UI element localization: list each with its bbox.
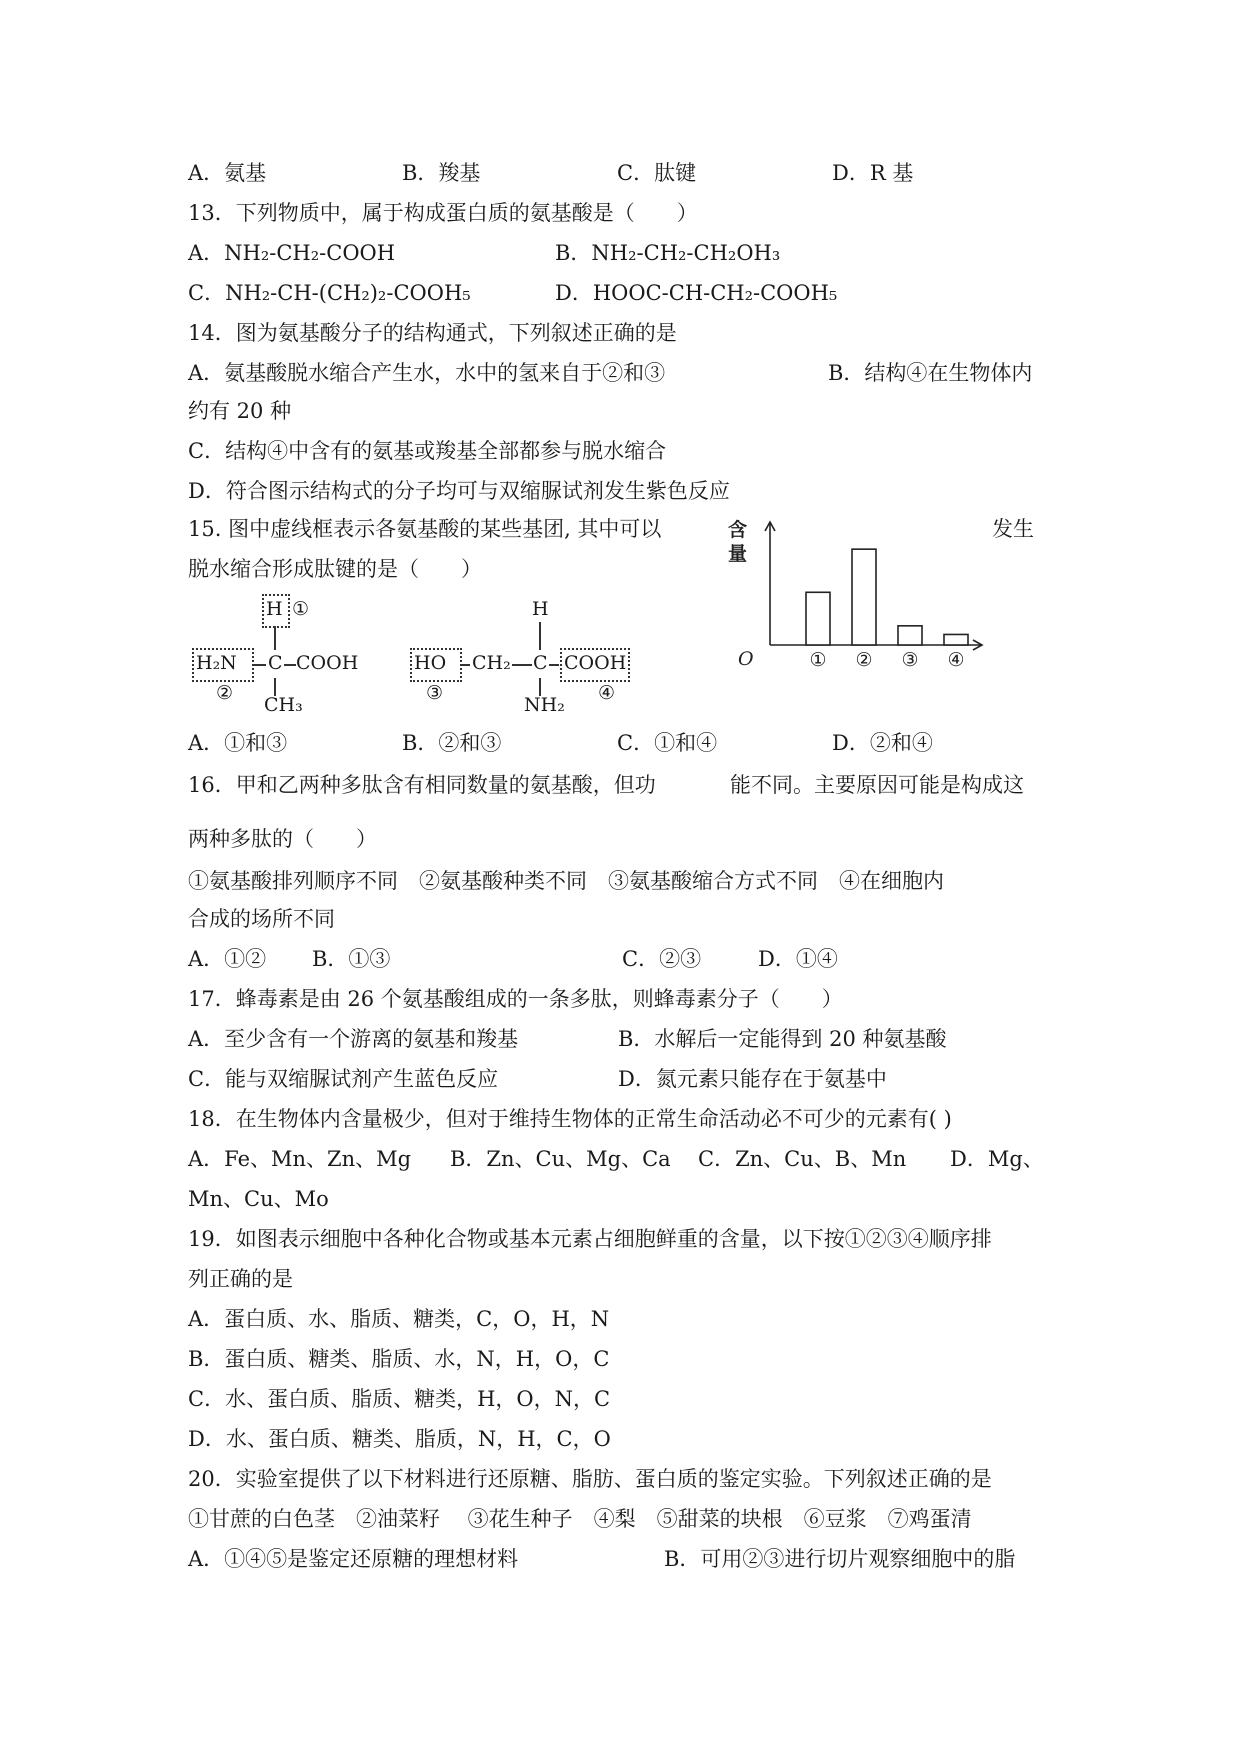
mol2-tag-3: ③	[426, 682, 444, 704]
mol2-ch2: CH₂	[472, 652, 511, 674]
q17-option-a: A．至少含有一个游离的氨基和羧基	[188, 1027, 519, 1051]
amino-acid-structure-2	[408, 590, 648, 716]
q19-option-d: D．水、蛋白质、糖类、脂质，N，H，C，O	[188, 1427, 611, 1451]
q17-option-b: B．水解后一定能得到 20 种氨基酸	[618, 1027, 947, 1051]
mol2-nh2: NH₂	[524, 694, 565, 716]
q14-stem: 14．图为氨基酸分子的结构通式，下列叙述正确的是	[188, 321, 677, 345]
mol1-tag-2: ②	[216, 682, 234, 704]
mol1-bond-right	[284, 664, 296, 666]
q13-option-b: B．NH₂-CH₂-CH₂OH₃	[555, 241, 781, 265]
q19-option-c: C．水、蛋白质、脂质、糖类，H，O，N，C	[188, 1387, 611, 1411]
q17-option-d: D．氮元素只能存在于氨基中	[618, 1067, 887, 1091]
mol2-bond-up	[539, 622, 541, 650]
q12-option-c: C．肽键	[617, 161, 697, 185]
q18-option-a: A．Fe、Mn、Zn、Mg	[188, 1147, 412, 1171]
q13-option-a: A．NH₂-CH₂-COOH	[188, 241, 396, 265]
q13-option-d: D．HOOC-CH-CH₂-COOH₅	[555, 281, 838, 305]
content-bar-chart	[720, 510, 990, 685]
q13-option-c: C．NH₂-CH-(CH₂)₂-COOH₅	[188, 281, 471, 305]
amino-acid-structure-1	[190, 590, 380, 716]
q15-stem-part2: 脱水缩合形成肽键的是（ ）	[188, 557, 482, 581]
x-tick-label-3: ③	[901, 649, 919, 671]
q16-stem-part1b: 能不同。主要原因可能是构成这	[730, 773, 1024, 797]
q15-option-d: D．②和④	[832, 731, 933, 755]
q18-option-c: C．Zn、Cu、B、Mn	[698, 1147, 907, 1171]
mol2-cooh: COOH	[564, 652, 627, 674]
q18-option-d: D．Mg、	[950, 1147, 1044, 1171]
mol1-tag-1: ①	[292, 598, 310, 620]
q16-stem-part2: 两种多肽的（ ）	[188, 827, 377, 851]
mol2-c: C	[533, 652, 548, 674]
q14-option-b: B．结构④在生物体内	[828, 361, 1033, 385]
mol2-bond-1	[460, 664, 470, 666]
q14-option-d: D．符合图示结构式的分子均可与双缩脲试剂发生紫色反应	[188, 479, 730, 503]
q13-stem: 13．下列物质中，属于构成蛋白质的氨基酸是（ ）	[188, 201, 698, 225]
q19-stem-part1: 19．如图表示细胞中各种化合物或基本元素占细胞鲜重的含量，以下按①②③④顺序排	[188, 1227, 992, 1251]
y-axis-label-char: 含	[728, 519, 748, 541]
x-tick-label-4: ④	[947, 649, 965, 671]
q15-option-c: C．①和④	[617, 731, 718, 755]
x-tick-label-2: ②	[855, 649, 873, 671]
q16-option-a: A．①②	[188, 947, 267, 971]
q15-stem-part1b: 发生	[992, 517, 1034, 541]
q14-option-b-cont: 约有 20 种	[188, 399, 292, 423]
q18-option-b: B．Zn、Cu、Mg、Ca	[450, 1147, 671, 1171]
mol2-bond-3	[549, 664, 559, 666]
mol2-ho: HO	[414, 652, 447, 674]
origin-label: O	[738, 648, 754, 670]
q12-option-d: D．R 基	[832, 161, 914, 185]
x-tick-label-1: ①	[809, 649, 827, 671]
mol1-cooh: COOH	[296, 652, 359, 674]
q12-option-a: A．氨基	[188, 161, 267, 185]
mol1-h: H	[266, 598, 283, 620]
mol2-h: H	[532, 598, 549, 620]
q19-stem-part2: 列正确的是	[188, 1267, 293, 1291]
bar-3	[898, 626, 922, 645]
q20-materials: ①甘蔗的白色茎 ②油菜籽 ③花生种子 ④梨 ⑤甜菜的块根 ⑥豆浆 ⑦鸡蛋清	[188, 1507, 972, 1531]
q17-stem: 17．蜂毒素是由 26 个氨基酸组成的一条多肽，则蜂毒素分子（ ）	[188, 987, 843, 1011]
q16-stem-part1: 16．甲和乙两种多肽含有相同数量的氨基酸，但功	[188, 773, 656, 797]
q15-stem-part1: 15. 图中虚线框表示各氨基酸的某些基团, 其中可以	[188, 517, 662, 541]
q17-option-c: C．能与双缩脲试剂产生蓝色反应	[188, 1067, 499, 1091]
q20-option-b: B．可用②③进行切片观察细胞中的脂	[664, 1547, 1016, 1571]
q14-option-a: A．氨基酸脱水缩合产生水，水中的氢来自于②和③	[188, 361, 666, 385]
q14-option-c: C．结构④中含有的氨基或羧基全部都参与脱水缩合	[188, 439, 667, 463]
q18-option-d-cont: Mn、Cu、Mo	[188, 1187, 329, 1211]
bar-1	[806, 592, 830, 645]
bar-4	[944, 634, 968, 645]
bar-2	[852, 549, 876, 645]
q16-option-d: D．①④	[758, 947, 838, 971]
mol1-bond-up	[274, 626, 276, 650]
mol1-c: C	[268, 652, 283, 674]
q19-option-b: B．蛋白质、糖类、脂质、水，N，H，O，C	[188, 1347, 610, 1371]
mol1-ch3: CH₃	[264, 694, 303, 716]
q12-option-b: B．羧基	[402, 161, 481, 185]
q16-option-c: C．②③	[622, 947, 702, 971]
q15-option-b: B．②和③	[402, 731, 502, 755]
mol1-bond-left	[252, 664, 266, 666]
q19-option-a: A．蛋白质、水、脂质、糖类，C，O，H，N	[188, 1307, 610, 1331]
q15-option-a: A．①和③	[188, 731, 288, 755]
q20-stem: 20．实验室提供了以下材料进行还原糖、脂肪、蛋白质的鉴定实验。下列叙述正确的是	[188, 1467, 992, 1491]
q18-stem: 18．在生物体内含量极少，但对于维持生物体的正常生命活动必不可少的元素有( )	[188, 1107, 952, 1131]
q20-option-a: A．①④⑤是鉴定还原糖的理想材料	[188, 1547, 519, 1571]
mol1-h2n: H₂N	[196, 652, 237, 674]
mol2-tag-4: ④	[598, 682, 616, 704]
q16-items-cont: 合成的场所不同	[188, 907, 335, 931]
mol2-bond-2	[512, 664, 532, 666]
q16-option-b: B．①③	[312, 947, 391, 971]
q16-items: ①氨基酸排列顺序不同 ②氨基酸种类不同 ③氨基酸缩合方式不同 ④在细胞内	[188, 869, 944, 893]
y-axis-label-char: 量	[728, 543, 748, 565]
